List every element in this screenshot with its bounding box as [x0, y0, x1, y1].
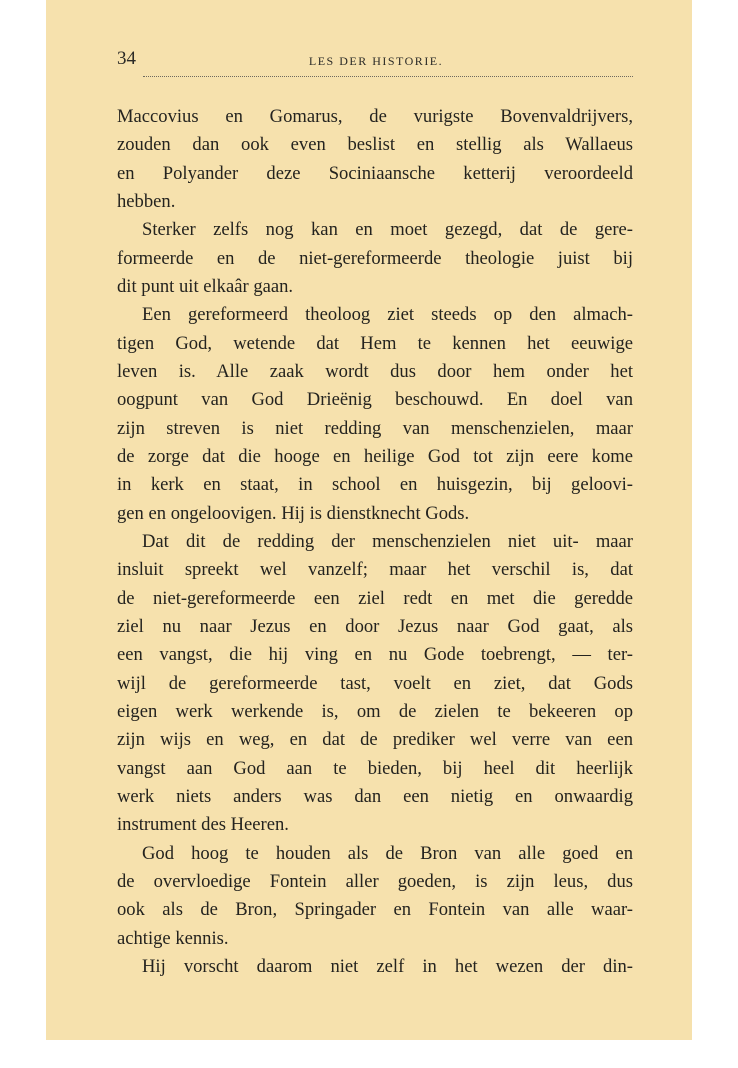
text-line: God hoog te houden als de Bron van alle goed en: [142, 842, 633, 864]
text-line: formeerde en de niet-gereformeerde theologie juist bij: [117, 247, 633, 269]
text-line: gen en ongeloovigen. Hij is dienstknecht Gods.: [117, 502, 470, 524]
text-line: achtige kennis.: [117, 927, 229, 949]
text-line: vangst aan God aan te bieden, bij heel dit heerlijk: [117, 757, 633, 779]
text-line: wijl de gereformeerde tast, voelt en ziet, dat Gods: [117, 672, 633, 694]
text-line: oogpunt van God Drieënig beschouwd. En doel van: [117, 389, 633, 411]
text-line: Sterker zelfs nog kan en moet gezegd, dat de gere-: [142, 219, 633, 241]
text-line: Maccovius en Gomarus, de vurigste Bovenvaldrijvers,: [117, 106, 633, 127]
page-number: 34: [117, 48, 136, 69]
text-line: eigen werk werkende is, om de zielen te bekeeren op: [117, 700, 633, 722]
header-rule: [143, 76, 633, 78]
text-line: insluit spreekt wel vanzelf; maar het verschil is, dat: [117, 559, 633, 581]
text-line: de zorge dat die hooge en heilige God tot zijn eere kome: [117, 445, 633, 467]
text-line: leven is. Alle zaak wordt dus door hem onder het: [117, 360, 633, 382]
text-line: de overvloedige Fontein aller goeden, is zijn leus, dus: [117, 870, 633, 892]
text-line: Een gereformeerd theoloog ziet steeds op den almach-: [142, 304, 633, 326]
text-line: ook als de Bron, Springader en Fontein van alle waar-: [117, 899, 633, 921]
page-header: [117, 48, 635, 72]
body-text: [117, 103, 633, 981]
text-line: in kerk en staat, in school en huisgezin, bij geloovi-: [117, 474, 633, 496]
text-line: zijn wijs en weg, en dat de prediker wel verre van een: [117, 729, 633, 751]
text-line: dit punt uit elkaâr gaan.: [117, 275, 294, 297]
running-title: LES DER HISTORIE.: [308, 54, 444, 68]
text-line: de niet-gereformeerde een ziel redt en met die geredde: [117, 587, 633, 609]
text-line: hebben.: [117, 190, 176, 212]
text-line: instrument des Heeren.: [117, 814, 289, 836]
text-line: Hij vorscht daarom niet zelf in het wezen der din-: [142, 955, 633, 977]
text-line: zijn streven is niet redding van menschenzielen, maar: [117, 417, 633, 439]
text-line: Dat dit de redding der menschenzielen niet uit- maar: [142, 530, 633, 552]
text-line: ziel nu naar Jezus en door Jezus naar God gaat, als: [117, 615, 633, 637]
text-line: en Polyander deze Sociniaansche ketterij veroordeeld: [117, 162, 633, 184]
text-line: werk niets anders was dan een nietig en onwaardig: [117, 785, 633, 807]
text-line: een vangst, die hij ving en nu Gode toebrengt, — ter-: [117, 644, 633, 666]
text-line: tigen God, wetende dat Hem te kennen het eeuwige: [117, 332, 633, 354]
text-line: zouden dan ook even beslist en stellig als Wallaeus: [117, 134, 633, 156]
